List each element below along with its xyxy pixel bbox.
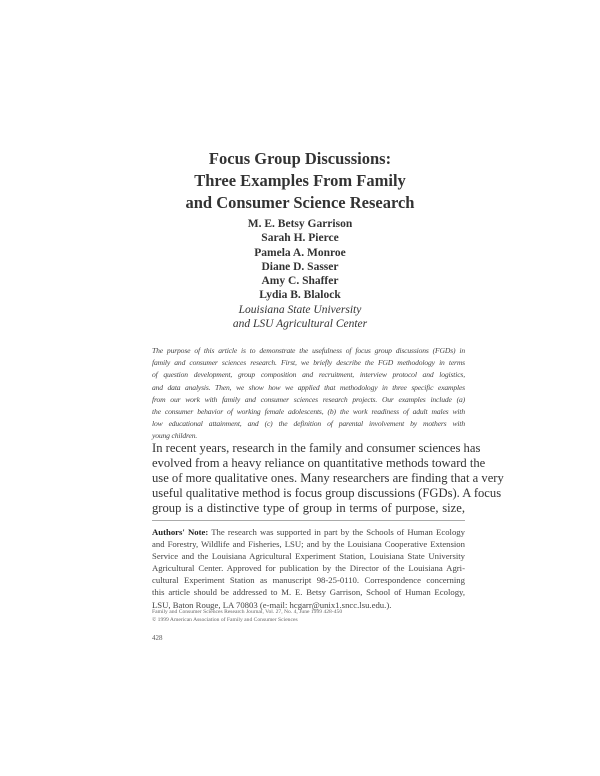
article-title: [0, 148, 600, 214]
abstract-line: the consumer behavior of working female adolescents, (b) the work readiness of adult males with: [152, 407, 465, 417]
abstract-line: family and consumer sciences research. First, we briefly describe the FGD methodology in terms: [152, 358, 465, 368]
note-line: Service and the Louisiana Agricultural Experiment Station, Louisiana State University: [152, 551, 465, 562]
journal-footer: [152, 609, 342, 624]
title-line: Focus Group Discussions:: [208, 149, 392, 168]
copyright: © 1999 American Association of Family and Consumer Sciences: [152, 616, 298, 623]
affiliation: and LSU Agricultural Center: [232, 318, 368, 331]
abstract-line: low educational attainment, and (c) the definition of parental involvement by mothers with: [152, 419, 465, 429]
body-line: useful qualitative method is focus group discussions (FGDs). A focus: [152, 486, 502, 501]
abstract-line: The purpose of this article is to demonstrate the usefulness of focus group discussions (FGDs) in: [152, 346, 465, 355]
body-line: In recent years, research in the family and consumer sciences has: [152, 441, 481, 455]
author-name: M. E. Betsy Garrison: [247, 218, 353, 230]
author-name: Pamela A. Monroe: [254, 246, 346, 259]
body-line: group is a distinctive type of group in terms of purpose, size,: [152, 501, 465, 516]
note-line: cultural Experiment Station as manuscript 98-25-0110. Correspondence concerning: [152, 575, 465, 586]
author-name: Diane D. Sasser: [261, 260, 339, 273]
note-line: LSU, Baton Rouge, LA 70803 (e-mail: hcgarr@unix1.sncc.lsu.edu.).: [152, 599, 392, 610]
abstract-line: from our work with family and consumer sciences research projects. Our examples include (a): [152, 394, 465, 404]
abstract-line: and data analysis. Then, we show how we applied that methodology in three specific examples: [152, 382, 465, 392]
page-number: 428: [152, 634, 163, 642]
note-line: Agricultural Center. Approved for publication by the Director of the Louisiana Agri-: [152, 563, 465, 574]
title-line: and Consumer Science Research: [185, 193, 415, 212]
note-text: The research was supported in part by the Schools of Human Ecology: [208, 527, 465, 537]
abstract: [152, 345, 465, 443]
author-name: Sarah H. Pierce: [261, 232, 339, 245]
journal-citation: Family and Consumer Sciences Research Journal, Vol. 27, No. 4, June 1999 428-450: [152, 609, 343, 615]
note-line: this article should be addressed to M. E. Betsy Garrison, School of Human Ecology,: [152, 587, 465, 598]
author-list: [0, 217, 600, 331]
note-line: and Forestry, Wildlife and Fisheries, LSU; and by the Louisiana Cooperative Extension: [152, 539, 465, 550]
note-line: [152, 526, 465, 538]
body-line: use of more qualitative ones. Many researchers are finding that a very: [152, 471, 504, 486]
body-text: [152, 441, 504, 516]
author-name: Lydia B. Blalock: [259, 289, 341, 302]
footnote-divider: [152, 520, 465, 521]
abstract-line: of question development, group composition and recruitment, interview protocol and logistics,: [152, 370, 465, 380]
body-line: evolved from a heavy reliance on quantitative methods toward the: [152, 456, 486, 471]
affiliation: Louisiana State University: [238, 303, 362, 316]
author-name: Amy C. Shaffer: [261, 275, 339, 288]
abstract-line: young children.: [152, 431, 198, 441]
note-label: Authors' Note:: [152, 527, 209, 537]
authors-note: [152, 526, 465, 611]
title-line: Three Examples From Family: [194, 171, 406, 190]
